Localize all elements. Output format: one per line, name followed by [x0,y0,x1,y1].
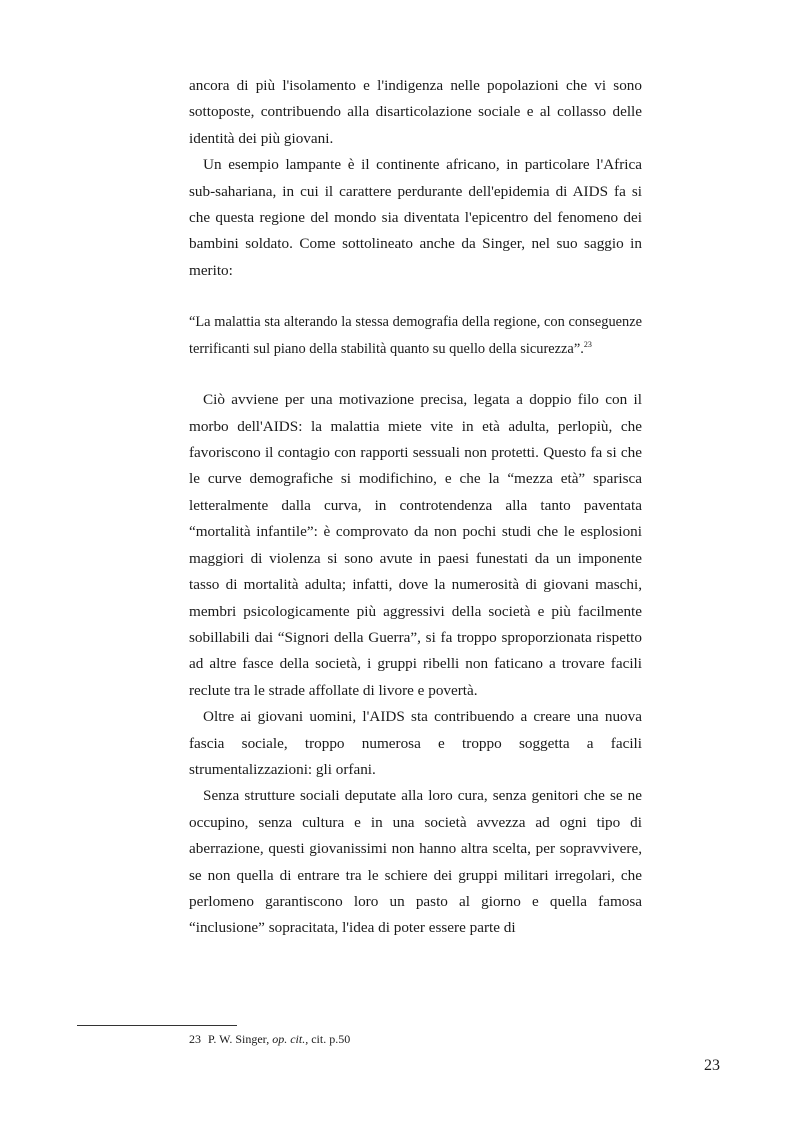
paragraph-2: Un esempio lampante è il continente africano, in particolare l'Africa sub-sahariana, in cui il carattere perdurante dell'epidemia di AIDS fa si che questa regione del mondo sia diventata l'epicentro del fenomeno dei bambini soldato. Come sottolineato anche da Singer, nel suo saggio in merito: [189,156,642,279]
footnote-work: op. cit., [272,1032,309,1046]
paragraph-4: Oltre ai giovani uomini, l'AIDS sta contribuendo a creare una nuova fascia sociale, troppo numerosa e troppo soggetta a facili strumentalizzazioni: gli orfani. [189,708,642,778]
block-quote [189,309,642,362]
quote-text: “La malattia sta alterando la stessa demografia della regione, con conseguenze terrificanti sul piano della stabilità quanto su quello della sicurezza”. [189,314,642,357]
footnote-author: P. W. Singer, [208,1032,270,1046]
footnote-separator [77,1025,237,1026]
paragraph-3: Ciò avviene per una motivazione precisa, legata a doppio filo con il morbo dell'AIDS: la malattia miete vite in età adulta, perlopiù, che favoriscono il contagio con rapporti sessuali non protetti. Questo fa si che le curve demografiche si modifichino, e che la “mezza età” sparisca letteralmente dalla curva, in controtendenza alla tanto paventata “mortalità infantile”: è comprovato da non pochi studi che le esplosioni maggiori di violenza si sono avute in paesi funestati da un imponente tasso di mortalità adulta; infatti, dove la numerosità di giovani maschi, membri psicologicamente più aggressivi della società e più facilmente sobillabili dai “Signori della Guerra”, si fa troppo sproporzionata rispetto ad altre fasce della società, i gruppi ribelli non faticano a trovare facili reclute tra le strade affollate di livore e povertà. [189,391,642,699]
paragraph-5: Senza strutture sociali deputate alla loro cura, senza genitori che se ne occupino, senza cultura e in una società avvezza ad ogni tipo di aberrazione, questi giovanissimi non hanno altra scelta, per sopravvivere, se non quella di entrare tra le schiere dei gruppi militari irregolari, che perlomeno garantiscono loro un pasto al giorno e quella famosa “inclusione” sopracitata, l'idea di poter essere parte di [189,787,642,937]
paragraph-1: ancora di più l'isolamento e l'indigenza nelle popolazioni che vi sono sottoposte, contribuendo alla disarticolazione sociale e al collasso delle identità dei più giovani. [189,77,642,147]
footnote-ref[interactable]: 23 [583,339,592,349]
footnote-number: 23 [189,1032,201,1046]
page-number: 23 [704,1057,720,1074]
footnote-citation: cit. p.50 [311,1032,351,1046]
footnote [189,1031,350,1047]
body-text [189,73,642,942]
